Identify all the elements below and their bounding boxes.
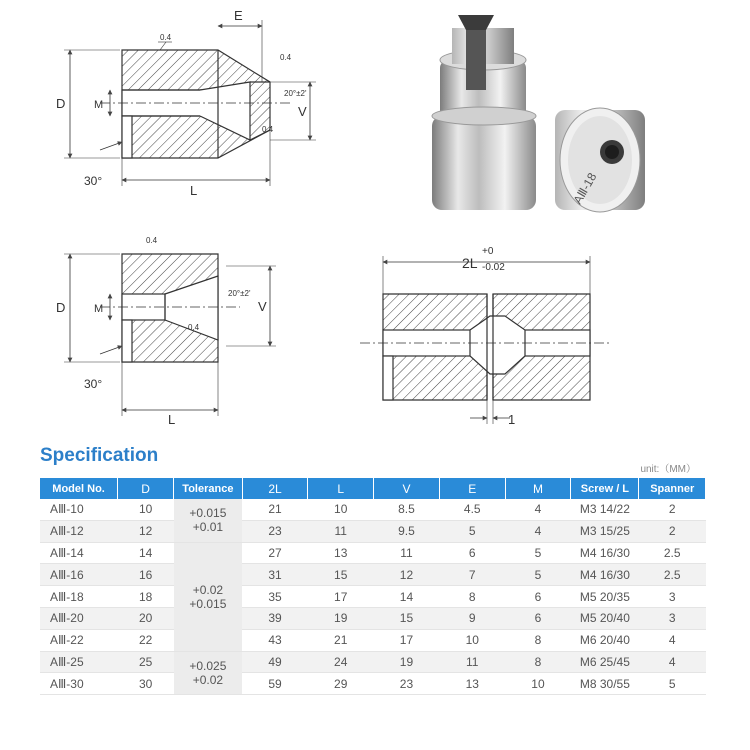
cell-l: 11 xyxy=(308,520,374,542)
cell-d: 14 xyxy=(118,542,174,564)
col-v: V xyxy=(374,478,440,499)
cell-spanner: 2 xyxy=(639,499,706,520)
cell-l2: 39 xyxy=(242,607,308,629)
cell-e: 8 xyxy=(439,586,505,608)
label-v: V xyxy=(298,104,307,119)
photo-engraving: AⅢ-18 xyxy=(570,170,600,207)
cell-d: 18 xyxy=(118,586,174,608)
table-row xyxy=(40,629,706,651)
tolerance-upper: +0.015 xyxy=(189,506,227,521)
cell-v: 14 xyxy=(374,586,440,608)
table-row xyxy=(40,542,706,564)
cell-v: 12 xyxy=(374,564,440,586)
cell-l: 13 xyxy=(308,542,374,564)
cell-spanner: 2.5 xyxy=(639,564,706,586)
cell-l: 19 xyxy=(308,607,374,629)
cell-l: 17 xyxy=(308,586,374,608)
cell-screw: M6 20/40 xyxy=(571,629,639,651)
cell-e: 6 xyxy=(439,542,505,564)
cell-e: 11 xyxy=(439,651,505,673)
label-l-2: L xyxy=(168,412,176,427)
table-row xyxy=(40,499,706,520)
label-angle: 30° xyxy=(84,174,103,188)
cell-e: 13 xyxy=(439,673,505,695)
cell-screw: M5 20/35 xyxy=(571,586,639,608)
table-row xyxy=(40,673,706,695)
tolerance-cell xyxy=(174,499,243,542)
label-taper-2: 20°±2' xyxy=(228,289,251,298)
cell-model: AⅢ-30 xyxy=(40,673,118,695)
cell-l2: 21 xyxy=(242,499,308,520)
cell-v: 15 xyxy=(374,607,440,629)
label-tol-plus: +0 xyxy=(482,246,494,257)
spec-title: Specification xyxy=(40,445,159,466)
cell-screw: M3 14/22 xyxy=(571,499,639,520)
label-roughness-3: 0.4 xyxy=(262,125,274,134)
cell-spanner: 4 xyxy=(639,651,706,673)
cell-m: 8 xyxy=(505,651,571,673)
label-roughness-2: 0.4 xyxy=(280,53,292,62)
cell-d: 10 xyxy=(118,499,174,520)
cell-m: 5 xyxy=(505,564,571,586)
cell-v: 19 xyxy=(374,651,440,673)
cell-screw: M4 16/30 xyxy=(571,564,639,586)
cell-l: 21 xyxy=(308,629,374,651)
cell-l2: 43 xyxy=(242,629,308,651)
label-2l: 2L xyxy=(462,255,478,271)
cell-m: 6 xyxy=(505,607,571,629)
cell-m: 8 xyxy=(505,629,571,651)
cell-l: 29 xyxy=(308,673,374,695)
cell-l: 24 xyxy=(308,651,374,673)
cell-d: 16 xyxy=(118,564,174,586)
cell-model: AⅢ-18 xyxy=(40,586,118,608)
tolerance-upper: +0.025 xyxy=(189,658,227,673)
table-row xyxy=(40,564,706,586)
cell-spanner: 4 xyxy=(639,629,706,651)
drawing-mid-left xyxy=(64,254,276,416)
cell-l2: 27 xyxy=(242,542,308,564)
label-e: E xyxy=(234,8,243,23)
cell-spanner: 5 xyxy=(639,673,706,695)
cell-l: 15 xyxy=(308,564,374,586)
label-roughness-4: 0.4 xyxy=(146,236,158,245)
cell-model: AⅢ-16 xyxy=(40,564,118,586)
cell-screw: M3 15/25 xyxy=(571,520,639,542)
cell-model: AⅢ-20 xyxy=(40,607,118,629)
cell-model: AⅢ-10 xyxy=(40,499,118,520)
label-d-2: D xyxy=(56,300,66,315)
cell-model: AⅢ-22 xyxy=(40,629,118,651)
cell-v: 23 xyxy=(374,673,440,695)
label-gap: 1 xyxy=(508,412,516,427)
label-d: D xyxy=(56,96,66,111)
cell-d: 25 xyxy=(118,651,174,673)
cell-e: 5 xyxy=(439,520,505,542)
col-l: L xyxy=(308,478,374,499)
cell-l2: 35 xyxy=(242,586,308,608)
col-d: D xyxy=(118,478,174,499)
cell-m: 4 xyxy=(505,520,571,542)
cell-model: AⅢ-14 xyxy=(40,542,118,564)
col-tolerance: Tolerance xyxy=(174,478,243,499)
label-l: L xyxy=(190,183,198,198)
product-photo xyxy=(432,15,645,212)
cell-m: 5 xyxy=(505,542,571,564)
col-model: Model No. xyxy=(40,478,118,499)
spec-table xyxy=(40,478,706,695)
label-v-2: V xyxy=(258,299,267,314)
col-2l: 2L xyxy=(242,478,308,499)
tolerance-lower: +0.015 xyxy=(189,596,227,611)
table-row xyxy=(40,651,706,673)
label-roughness-5: 0.4 xyxy=(188,323,200,332)
cell-spanner: 2 xyxy=(639,520,706,542)
cell-screw: M6 25/45 xyxy=(571,651,639,673)
cell-l2: 59 xyxy=(242,673,308,695)
cell-l2: 23 xyxy=(242,520,308,542)
cell-d: 22 xyxy=(118,629,174,651)
tolerance-cell xyxy=(174,651,243,695)
tolerance-cell xyxy=(174,542,243,651)
cell-model: AⅢ-25 xyxy=(40,651,118,673)
cell-l2: 49 xyxy=(242,651,308,673)
label-m: M xyxy=(94,99,104,111)
cell-e: 10 xyxy=(439,629,505,651)
tolerance-upper: +0.02 xyxy=(192,582,224,597)
cell-screw: M4 16/30 xyxy=(571,542,639,564)
cell-d: 30 xyxy=(118,673,174,695)
cell-v: 11 xyxy=(374,542,440,564)
col-m: M xyxy=(505,478,571,499)
table-row xyxy=(40,607,706,629)
cell-screw: M5 20/40 xyxy=(571,607,639,629)
tolerance-lower: +0.01 xyxy=(192,520,224,535)
cell-e: 4.5 xyxy=(439,499,505,520)
cell-l2: 31 xyxy=(242,564,308,586)
cell-spanner: 3 xyxy=(639,586,706,608)
cell-v: 17 xyxy=(374,629,440,651)
label-roughness-1: 0.4 xyxy=(160,33,172,42)
label-angle-2: 30° xyxy=(84,377,103,391)
table-row xyxy=(40,520,706,542)
cell-model: AⅢ-12 xyxy=(40,520,118,542)
cell-d: 20 xyxy=(118,607,174,629)
col-spanner: Spanner xyxy=(639,478,706,499)
cell-m: 10 xyxy=(505,673,571,695)
col-screw: Screw / L xyxy=(571,478,639,499)
cell-v: 8.5 xyxy=(374,499,440,520)
label-taper: 20°±2' xyxy=(284,89,307,98)
cell-m: 6 xyxy=(505,586,571,608)
cell-screw: M8 30/55 xyxy=(571,673,639,695)
tolerance-lower: +0.02 xyxy=(192,672,224,687)
unit-label: unit:（MM） xyxy=(640,464,696,475)
cell-spanner: 2.5 xyxy=(639,542,706,564)
col-e: E xyxy=(439,478,505,499)
table-row xyxy=(40,586,706,608)
cell-e: 9 xyxy=(439,607,505,629)
cell-spanner: 3 xyxy=(639,607,706,629)
cell-e: 7 xyxy=(439,564,505,586)
drawing-assembly xyxy=(360,256,612,424)
cell-d: 12 xyxy=(118,520,174,542)
cell-l: 10 xyxy=(308,499,374,520)
cell-m: 4 xyxy=(505,499,571,520)
label-m-2: M xyxy=(94,303,104,315)
cell-v: 9.5 xyxy=(374,520,440,542)
label-tol-minus: -0.02 xyxy=(482,262,505,273)
